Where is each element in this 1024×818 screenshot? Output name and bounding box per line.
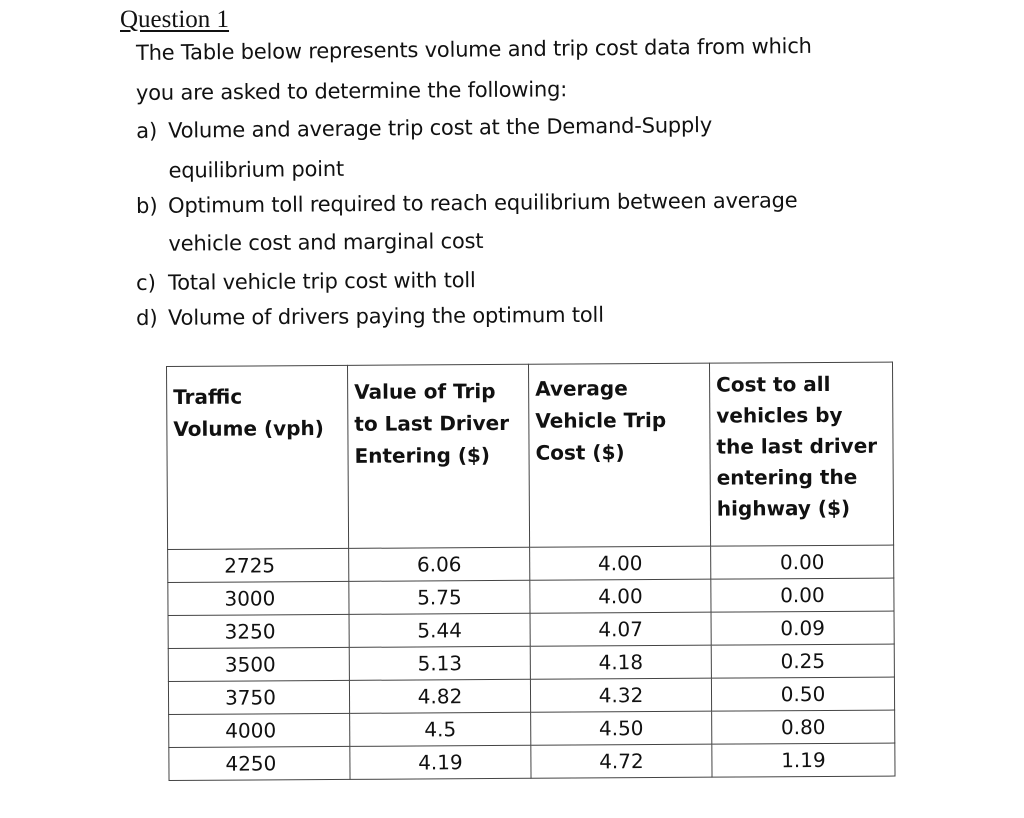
cell-value-of-trip: 5.44: [349, 613, 530, 647]
header-line: Cost ($): [535, 440, 625, 465]
cell-average-cost: 4.00: [530, 579, 711, 613]
header-average-vehicle-cost: [528, 363, 710, 547]
cell-cost-to-all: 0.25: [711, 644, 894, 678]
header-line: Vehicle Trip: [535, 407, 667, 433]
header-line: Average: [535, 376, 628, 401]
cell-cost-to-all: 0.00: [711, 578, 894, 612]
intro-line-1: The Table below represents volume and trip cost data from which: [135, 33, 812, 65]
cell-cost-to-all: 0.50: [711, 677, 894, 711]
cell-value-of-trip: 5.75: [349, 580, 530, 614]
header-cost-to-all-vehicles: [709, 362, 893, 546]
header-line: Entering ($): [354, 443, 491, 468]
question-heading: Question 1: [120, 6, 230, 33]
cell-average-cost: 4.32: [530, 678, 711, 712]
table-header-row: [167, 362, 894, 549]
cell-cost-to-all: 1.19: [712, 743, 895, 777]
cell-volume: 2725: [168, 548, 349, 582]
cell-volume: 4000: [169, 713, 350, 747]
header-line: the last driver: [716, 433, 878, 459]
cell-volume: 3500: [168, 647, 349, 681]
table-row: [168, 578, 894, 615]
table-row: [168, 644, 894, 681]
cell-value-of-trip: 4.19: [350, 745, 531, 779]
cell-cost-to-all: 0.09: [711, 611, 894, 645]
item-label: d): [136, 305, 158, 330]
item-label: b): [136, 193, 158, 218]
cell-value-of-trip: 4.82: [349, 679, 530, 713]
table-row: [168, 545, 894, 582]
header-line: Traffic: [173, 384, 243, 409]
item-text-line-1: Volume and average trip cost at the Demand-Supply: [168, 112, 713, 143]
header-line: Cost to all: [716, 371, 831, 397]
cell-volume: 3000: [168, 581, 349, 615]
header-line: Value of Trip: [354, 378, 496, 404]
header-line: highway ($): [716, 495, 851, 521]
item-text-line-1: Volume of drivers paying the optimum toll: [168, 302, 604, 330]
cell-cost-to-all: 0.80: [712, 710, 895, 744]
header-value-of-trip: [347, 364, 529, 548]
volume-cost-table: [166, 362, 896, 781]
header-line: to Last Driver: [354, 410, 510, 436]
cell-value-of-trip: 4.5: [350, 712, 531, 746]
table-row: [169, 710, 895, 747]
cell-volume: 3250: [168, 614, 349, 648]
item-label: a): [136, 118, 158, 143]
header-line: entering the: [716, 464, 858, 490]
intro-line-2: you are asked to determine the following:: [135, 77, 568, 105]
cell-cost-to-all: 0.00: [711, 545, 894, 579]
table-row: [168, 611, 894, 648]
cell-average-cost: 4.07: [530, 612, 711, 646]
header-traffic-volume: [167, 365, 349, 549]
cell-average-cost: 4.00: [530, 546, 711, 580]
table-row: [169, 743, 895, 780]
item-text-line-1: Optimum toll required to reach equilibrium between average: [168, 188, 798, 218]
table-row: [168, 677, 894, 714]
cell-average-cost: 4.72: [531, 744, 712, 778]
cell-average-cost: 4.50: [531, 711, 712, 745]
item-label: c): [136, 270, 156, 295]
item-text-line-2: equilibrium point: [168, 156, 345, 183]
cell-volume: 3750: [168, 680, 349, 714]
cell-average-cost: 4.18: [530, 645, 711, 679]
cell-volume: 4250: [169, 746, 350, 780]
cell-value-of-trip: 5.13: [349, 646, 530, 680]
item-text-line-2: vehicle cost and marginal cost: [168, 228, 484, 256]
header-line: Volume (vph): [173, 416, 324, 441]
header-line: vehicles by: [716, 402, 843, 428]
cell-value-of-trip: 6.06: [349, 547, 530, 581]
item-text-line-1: Total vehicle trip cost with toll: [168, 268, 476, 295]
